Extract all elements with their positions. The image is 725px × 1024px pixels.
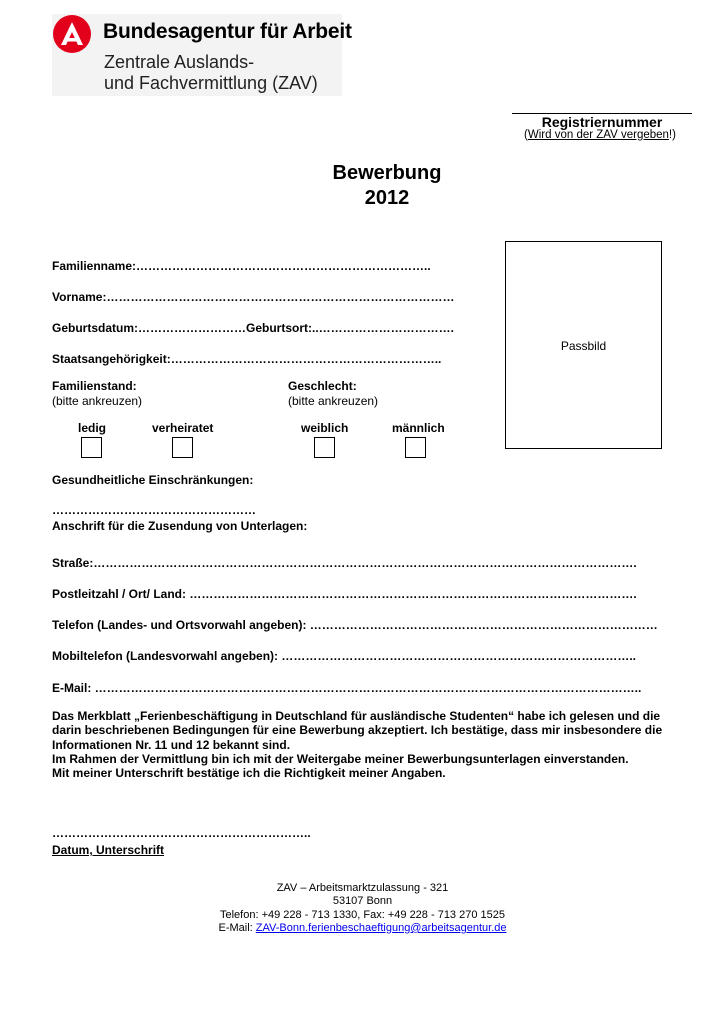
field-geburtsdatum-geburtsort[interactable]: Geburtsdatum:………………………Geburtsort:..……………………………. bbox=[52, 321, 455, 335]
declaration-line2: darin beschriebenen Bedingungen für eine Bewerbung akzeptiert. Ich bestätige, dass mir insbesondere die bbox=[52, 723, 663, 738]
option-ledig-label: ledig bbox=[78, 421, 107, 435]
footer-line1: ZAV – Arbeitsmarktzulassung - 321 bbox=[276, 882, 449, 894]
checkbox-maennlich[interactable] bbox=[405, 437, 426, 458]
org-subtitle-line2: und Fachvermittlung (ZAV) bbox=[104, 73, 318, 93]
field-staatsangehoerigkeit[interactable]: Staatsangehörigkeit:………………………………………………………….. bbox=[52, 352, 442, 366]
footer-email-prefix: E-Mail: bbox=[218, 921, 256, 934]
footer-line2: 53107 Bonn bbox=[332, 895, 393, 908]
checkbox-verheiratet[interactable] bbox=[172, 437, 193, 458]
declaration-line3: Informationen Nr. 11 und 12 bekannt sind. bbox=[52, 737, 291, 752]
field-signature[interactable]: ……………………………………………………….. bbox=[52, 826, 311, 840]
declaration-line5: Mit meiner Unterschrift bestätige ich die Richtigkeit meiner Angaben. bbox=[52, 766, 446, 781]
familienstand-label: Familienstand: bbox=[52, 379, 137, 393]
geschlecht-hint: (bitte ankreuzen) bbox=[288, 394, 379, 408]
footer-line3: Telefon: +49 228 - 713 1330, Fax: +49 228 - 713 270 1525 bbox=[219, 908, 505, 921]
field-familienname[interactable]: Familienname:……………………………………………………………….. bbox=[52, 259, 431, 273]
registration-title: Registriernummer bbox=[541, 114, 663, 130]
registration-hint bbox=[505, 129, 695, 141]
option-maennlich-label: männlich bbox=[392, 421, 445, 435]
org-name: Bundesagentur für Arbeit bbox=[103, 20, 352, 43]
hint-underlined: Wird von der ZAV vergeben bbox=[527, 129, 669, 141]
org-subtitle-line1: Zentrale Auslands- bbox=[104, 52, 255, 72]
footer-email-link[interactable]: ZAV-Bonn.ferienbeschaeftigung@arbeitsagentur.de bbox=[255, 921, 507, 934]
geschlecht-label: Geschlecht: bbox=[288, 379, 357, 393]
anschrift-label: Anschrift für die Zusendung von Unterlagen: bbox=[52, 519, 308, 533]
field-plz-ort-land[interactable]: Postleitzahl / Ort/ Land: …………………………………………………………………………………………………. bbox=[52, 587, 637, 601]
org-subtitle bbox=[104, 52, 318, 94]
title-line2: 2012 bbox=[364, 187, 410, 209]
footer-address bbox=[190, 882, 535, 935]
title-line1: Bewerbung bbox=[332, 162, 442, 184]
gesundheit-label: Gesundheitliche Einschränkungen: bbox=[52, 473, 254, 487]
field-email[interactable]: E-Mail: ……………………………………………………………………………………………………………………….. bbox=[52, 681, 642, 695]
field-vorname[interactable]: Vorname:…………………………………………………………………………… bbox=[52, 290, 455, 304]
field-telefon[interactable]: Telefon (Landes- und Ortsvorwahl angeben): …………………………………………………………………………… bbox=[52, 618, 658, 632]
ba-logo-icon bbox=[52, 14, 92, 54]
hint-open: ( bbox=[524, 129, 528, 141]
signature-label: Datum, Unterschrift bbox=[52, 843, 165, 857]
checkbox-weiblich[interactable] bbox=[314, 437, 335, 458]
page-title bbox=[262, 161, 512, 211]
declaration-text bbox=[52, 709, 677, 780]
checkbox-ledig[interactable] bbox=[81, 437, 102, 458]
field-gesundheit[interactable]: …………………………………………… bbox=[52, 503, 256, 517]
passport-photo-label: Passbild bbox=[560, 339, 607, 353]
hint-close: !) bbox=[668, 129, 676, 141]
field-strasse[interactable]: Straße:………………………………………………………………………………………………………………………. bbox=[52, 556, 637, 570]
declaration-line1: Das Merkblatt „Ferienbeschäftigung in Deutschland für ausländische Studenten“ habe ich gelesen und die bbox=[52, 709, 661, 723]
familienstand-hint: (bitte ankreuzen) bbox=[52, 394, 143, 408]
option-weiblich-label: weiblich bbox=[301, 421, 349, 435]
declaration-line4: Im Rahmen der Vermittlung bin ich mit der Weitergabe meiner Bewerbungsunterlagen einverstanden. bbox=[52, 751, 629, 766]
footer-line4 bbox=[190, 922, 535, 935]
option-verheiratet-label: verheiratet bbox=[152, 421, 214, 435]
field-mobiltelefon[interactable]: Mobiltelefon (Landesvorwahl angeben): …………………………………………………………………………….. bbox=[52, 649, 637, 663]
